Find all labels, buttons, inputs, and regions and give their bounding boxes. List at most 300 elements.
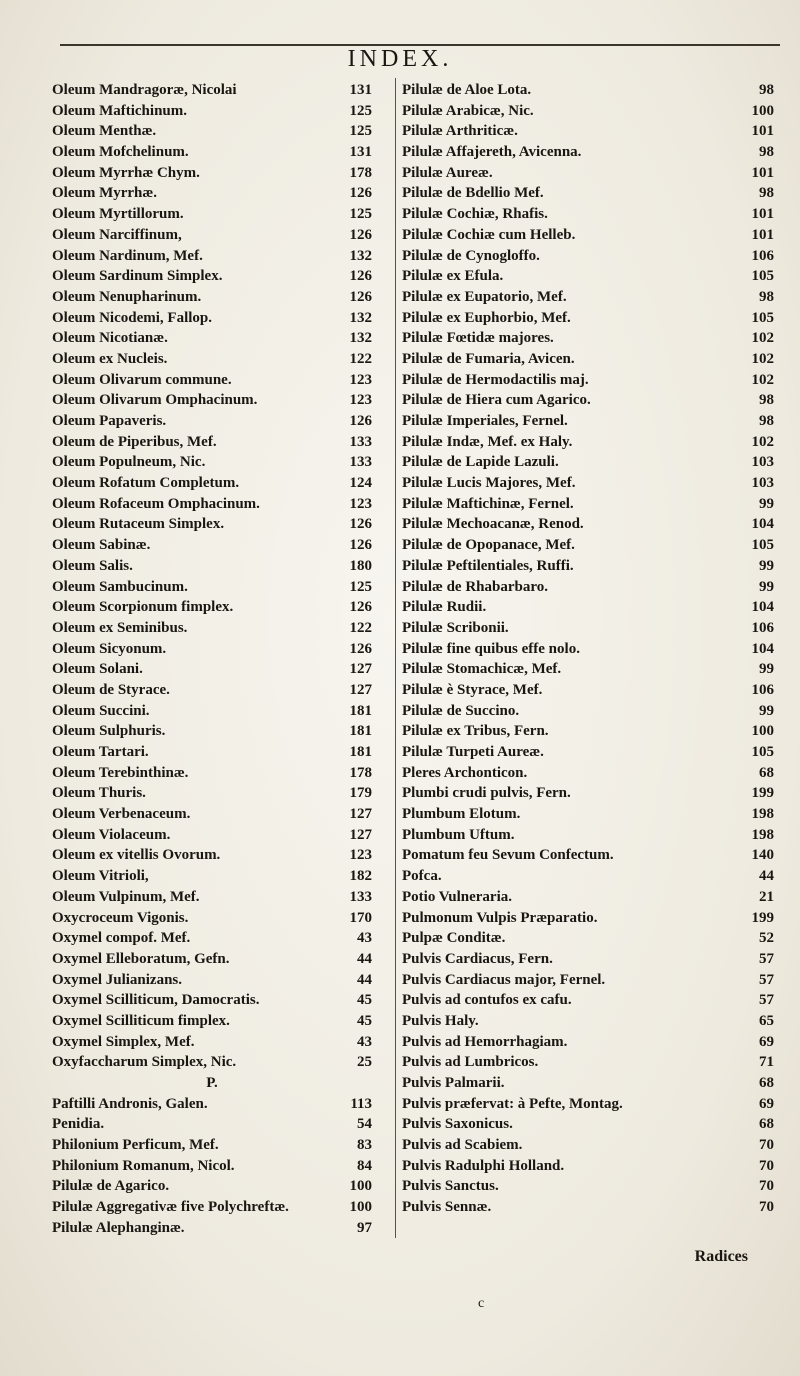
entry-name: Pilulæ ex Euphorbio, Mef. xyxy=(402,309,571,326)
entry-name: Penidia. xyxy=(52,1116,105,1133)
page-number: 127 xyxy=(349,826,372,843)
entry-name: Oleum Populneum, Nic. xyxy=(52,454,206,471)
page-number: 133 xyxy=(349,454,372,471)
index-entry xyxy=(52,659,372,680)
index-entry xyxy=(402,701,774,722)
index-entry xyxy=(402,432,774,453)
page-number: 84 xyxy=(357,1157,372,1174)
index-entry xyxy=(52,494,372,515)
entry-name: Oleum de Styrace. xyxy=(52,681,170,698)
index-entry xyxy=(402,680,774,701)
page-number: 178 xyxy=(349,764,372,781)
entry-name: Oxymel Julianizans. xyxy=(52,971,183,988)
page-number: 181 xyxy=(349,702,372,719)
page-number: 126 xyxy=(349,537,372,554)
page-number: 126 xyxy=(349,288,372,305)
page-number: 54 xyxy=(357,1116,372,1133)
index-entry xyxy=(402,990,774,1011)
index-entry xyxy=(52,887,372,908)
index-entry xyxy=(52,783,372,804)
page-number: 101 xyxy=(751,164,774,181)
page-number: 199 xyxy=(751,909,774,926)
page-number: 125 xyxy=(349,206,372,223)
page-number: 126 xyxy=(349,599,372,616)
index-entry xyxy=(402,825,774,846)
entry-name: Oxycroceum Vigonis. xyxy=(52,909,189,926)
index-entry xyxy=(52,949,372,970)
page-number: 57 xyxy=(759,950,774,967)
index-entry xyxy=(402,845,774,866)
entry-name: Oleum Menthæ. xyxy=(52,123,157,140)
entry-name: Pilulæ Maftichinæ, Fernel. xyxy=(402,495,574,512)
index-entry xyxy=(52,390,372,411)
page-number: 125 xyxy=(349,123,372,140)
entry-name: Pulvis præfervat: à Pefte, Montag. xyxy=(402,1095,623,1112)
signature-mark: c xyxy=(478,1296,485,1311)
index-entry xyxy=(52,639,372,660)
page-number: 133 xyxy=(349,888,372,905)
index-entry xyxy=(52,928,372,949)
page-number: 83 xyxy=(357,1137,372,1154)
index-entry xyxy=(52,432,372,453)
index-entry xyxy=(52,825,372,846)
index-entry xyxy=(402,866,774,887)
index-entry xyxy=(52,845,372,866)
index-entry xyxy=(402,804,774,825)
entry-name: Pilulæ Mechoacanæ, Renod. xyxy=(402,516,584,533)
index-entry xyxy=(402,411,774,432)
page-number: 104 xyxy=(751,516,774,533)
page-number: 100 xyxy=(751,102,774,119)
page-number: 126 xyxy=(349,268,372,285)
entry-name: Pilulæ Scribonii. xyxy=(402,619,509,636)
index-entry xyxy=(52,701,372,722)
index-entry xyxy=(402,514,774,535)
entry-name: Oxymel Scilliticum fimplex. xyxy=(52,1012,230,1029)
page-number: 68 xyxy=(759,1075,774,1091)
page-number: 21 xyxy=(759,888,774,905)
page-number: 113 xyxy=(350,1095,372,1112)
page-number: 102 xyxy=(751,371,774,388)
page-number: 43 xyxy=(357,930,372,947)
index-entry xyxy=(52,1114,372,1135)
page-number: 126 xyxy=(349,516,372,533)
entry-name: Pilulæ de Agarico. xyxy=(52,1178,170,1195)
entry-name: Pilulæ Fœtidæ majores. xyxy=(402,330,554,347)
entry-name: Oxymel Simplex, Mef. xyxy=(52,1033,195,1050)
page-number: 180 xyxy=(349,557,372,574)
page-number: 68 xyxy=(759,1116,774,1133)
page-number: 44 xyxy=(357,950,372,967)
entry-name: Oleum ex Seminibus. xyxy=(52,619,188,636)
entry-name: Philonium Perficum, Mef. xyxy=(52,1137,219,1154)
index-entry xyxy=(52,866,372,887)
page-number: 105 xyxy=(751,309,774,326)
index-entry xyxy=(52,1197,372,1218)
entry-name: Oleum ex vitellis Ovorum. xyxy=(52,847,221,864)
entry-name: Pulvis Haly. xyxy=(402,1012,479,1029)
entry-name: Pilulæ ex Eupatorio, Mef. xyxy=(402,288,567,305)
page-number: 69 xyxy=(759,1095,774,1112)
index-entry xyxy=(52,1052,372,1073)
page-number: 132 xyxy=(349,309,372,326)
page-number: 100 xyxy=(349,1199,372,1216)
index-entry xyxy=(402,887,774,908)
column-divider xyxy=(395,78,396,1238)
entry-name: Plumbum Elotum. xyxy=(402,806,521,823)
index-entry xyxy=(52,183,372,204)
page-number: 102 xyxy=(751,330,774,347)
entry-name: Potio Vulneraria. xyxy=(402,888,513,905)
entry-name: Oleum Myrtillorum. xyxy=(52,206,184,223)
index-entry xyxy=(402,142,774,163)
entry-name: Oleum Narciffinum, xyxy=(52,226,182,243)
index-entry xyxy=(402,101,774,122)
page-number: 105 xyxy=(751,744,774,760)
index-entry xyxy=(402,639,774,660)
page-number: 98 xyxy=(759,288,774,305)
page-number: 123 xyxy=(349,847,372,864)
index-entry xyxy=(52,721,372,742)
page-number: 98 xyxy=(759,82,774,98)
entry-name: Oleum Thuris. xyxy=(52,785,146,802)
index-entry xyxy=(52,266,372,287)
page-number: 99 xyxy=(759,495,774,512)
page-number: 104 xyxy=(751,599,774,616)
page-number: 198 xyxy=(751,826,774,843)
entry-name: Pilulæ Aureæ. xyxy=(402,164,493,181)
index-entry xyxy=(402,80,774,101)
page-number: 99 xyxy=(759,702,774,719)
entry-name: Oleum Myrrhæ Chym. xyxy=(52,164,200,181)
entry-name: Pilulæ de Opopanace, Mef. xyxy=(402,537,575,554)
index-entry xyxy=(402,556,774,577)
entry-name: Oleum Maftichinum. xyxy=(52,102,187,119)
entry-name: Pilulæ Arthriticæ. xyxy=(402,123,518,140)
page-number: 122 xyxy=(349,619,372,636)
entry-name: Pilulæ fine quibus effe nolo. xyxy=(402,640,580,657)
index-entry xyxy=(402,287,774,308)
index-entry xyxy=(402,1176,774,1197)
entry-name: Oleum Violaceum. xyxy=(52,826,171,843)
entry-name: Oleum Sabinæ. xyxy=(52,537,151,554)
entry-name: Oleum Scorpionum fimplex. xyxy=(52,599,234,616)
index-entry xyxy=(52,514,372,535)
entry-name: Oleum Succini. xyxy=(52,702,150,719)
page-number: 127 xyxy=(349,661,372,678)
entry-name: Pulpæ Conditæ. xyxy=(402,930,506,947)
entry-name: Oleum Nenupharinum. xyxy=(52,288,202,305)
page-number: 101 xyxy=(751,123,774,140)
index-entry xyxy=(52,204,372,225)
page-number: 70 xyxy=(759,1178,774,1195)
page-number: 132 xyxy=(349,247,372,264)
entry-name: Pleres Archonticon. xyxy=(402,764,528,781)
page-number: 105 xyxy=(751,537,774,554)
entry-name: Pilulæ de Lapide Lazuli. xyxy=(402,454,559,471)
entry-name: Oleum Nicodemi, Fallop. xyxy=(52,309,212,326)
entry-name: Oleum Papaveris. xyxy=(52,413,167,429)
page-number: 124 xyxy=(349,475,372,492)
entry-name: Paftilli Andronis, Galen. xyxy=(52,1095,208,1112)
index-entry xyxy=(402,1197,774,1218)
index-entry xyxy=(402,204,774,225)
index-entry xyxy=(402,970,774,991)
page-number: 45 xyxy=(357,992,372,1009)
index-entry xyxy=(52,556,372,577)
index-column-right xyxy=(402,80,774,1218)
page-number: 123 xyxy=(349,495,372,512)
index-entry xyxy=(52,452,372,473)
page-number: 179 xyxy=(349,785,372,802)
entry-name: Philonium Romanum, Nicol. xyxy=(52,1157,235,1174)
index-entry xyxy=(52,163,372,184)
index-entry xyxy=(52,370,372,391)
entry-name: Pilulæ Stomachicæ, Mef. xyxy=(402,661,562,678)
page-number: 123 xyxy=(349,392,372,409)
entry-name: Oleum Rofatum Completum. xyxy=(52,475,240,492)
index-entry xyxy=(52,1032,372,1053)
entry-name: Oleum ex Nucleis. xyxy=(52,350,168,367)
entry-name: Pomatum feu Sevum Confectum. xyxy=(402,847,614,864)
entry-name: Oxymel Elleboratum, Gefn. xyxy=(52,950,230,967)
page-number: 52 xyxy=(759,930,774,947)
entry-name: Pilulæ Aggregativæ five Polychreftæ. xyxy=(52,1199,289,1216)
entry-name: Pulvis Cardiacus major, Fernel. xyxy=(402,971,606,988)
entry-name: Pilulæ de Succino. xyxy=(402,702,520,719)
entry-name: Pulvis Saxonicus. xyxy=(402,1116,513,1133)
index-entry xyxy=(402,1135,774,1156)
page-number: 126 xyxy=(349,413,372,429)
page-number: 131 xyxy=(349,144,372,161)
page-number: 70 xyxy=(759,1199,774,1216)
page-number: 98 xyxy=(759,392,774,409)
entry-name: Pilulæ Arabicæ, Nic. xyxy=(402,102,534,119)
index-entry xyxy=(402,721,774,742)
entry-name: Pulvis Radulphi Holland. xyxy=(402,1157,565,1174)
entry-name: Pulvis Cardiacus, Fern. xyxy=(402,950,553,967)
entry-name: Pilulæ Alephanginæ. xyxy=(52,1219,185,1236)
index-entry xyxy=(402,577,774,598)
index-entry xyxy=(402,308,774,329)
entry-name: Pilulæ Cochiæ cum Helleb. xyxy=(402,226,576,243)
index-entry xyxy=(52,1218,372,1239)
entry-name: Plumbum Uftum. xyxy=(402,826,515,843)
index-entry xyxy=(402,163,774,184)
page-number: 126 xyxy=(349,185,372,202)
entry-name: Pilulæ Cochiæ, Rhafis. xyxy=(402,206,548,223)
entry-name: Oleum Mofchelinum. xyxy=(52,144,189,161)
entry-name: Pulvis Sennæ. xyxy=(402,1199,492,1216)
index-entry xyxy=(52,287,372,308)
page-number: 182 xyxy=(349,868,372,885)
page-number: 97 xyxy=(357,1219,372,1236)
page-number: 106 xyxy=(751,247,774,264)
page-number: 70 xyxy=(759,1157,774,1174)
index-entry xyxy=(402,1011,774,1032)
entry-name: Oleum Vitrioli, xyxy=(52,868,149,885)
index-entry xyxy=(52,101,372,122)
index-entry xyxy=(402,763,774,784)
index-entry xyxy=(52,411,372,432)
entry-name: Pilulæ Turpeti Aureæ. xyxy=(402,744,544,760)
page-number: 98 xyxy=(759,185,774,202)
entry-name: Pofca. xyxy=(402,868,442,885)
entry-name: Pilulæ de Aloe Lota. xyxy=(402,82,532,98)
index-entry xyxy=(52,1156,372,1177)
page-number: 178 xyxy=(349,164,372,181)
page-number: 181 xyxy=(349,744,372,760)
entry-name: Oxymel compof. Mef. xyxy=(52,930,191,947)
entry-name: Pilulæ de Cynogloffo. xyxy=(402,247,540,264)
page-number: 199 xyxy=(751,785,774,802)
entry-name: Oxyfaccharum Simplex, Nic. xyxy=(52,1054,237,1071)
page-number: 43 xyxy=(357,1033,372,1050)
entry-name: Pulvis ad Lumbricos. xyxy=(402,1054,539,1071)
catchword: Radices xyxy=(694,1248,748,1265)
page-number: 132 xyxy=(349,330,372,347)
page-number: 102 xyxy=(751,350,774,367)
entry-name: Oleum Olivarum Omphacinum. xyxy=(52,392,258,409)
page-number: 57 xyxy=(759,971,774,988)
index-entry xyxy=(402,1114,774,1135)
index-entry xyxy=(52,1011,372,1032)
index-entry xyxy=(402,328,774,349)
entry-name: Oleum Olivarum commune. xyxy=(52,371,232,388)
index-entry xyxy=(402,452,774,473)
page-number: 127 xyxy=(349,806,372,823)
page-number: 140 xyxy=(751,847,774,864)
page-number: 99 xyxy=(759,661,774,678)
index-entry xyxy=(402,1156,774,1177)
index-entry xyxy=(402,121,774,142)
index-entry xyxy=(52,535,372,556)
index-entry xyxy=(52,1094,372,1115)
page-number: 44 xyxy=(759,868,774,885)
page-number: 104 xyxy=(751,640,774,657)
page-number: 102 xyxy=(751,433,774,450)
entry-name: Pilulæ de Rhabarbaro. xyxy=(402,578,548,595)
page-number: 125 xyxy=(349,578,372,595)
running-head: INDEX. xyxy=(347,46,453,72)
page-number: 125 xyxy=(349,102,372,119)
page-number: 68 xyxy=(759,764,774,781)
index-entry xyxy=(402,659,774,680)
index-entry xyxy=(52,908,372,929)
page-number: 198 xyxy=(751,806,774,823)
index-entry xyxy=(402,1094,774,1115)
page-number: 170 xyxy=(349,909,372,926)
index-entry xyxy=(52,804,372,825)
index-entry xyxy=(52,349,372,370)
index-entry xyxy=(52,970,372,991)
index-entry xyxy=(402,225,774,246)
page-number: 45 xyxy=(357,1012,372,1029)
index-column-left xyxy=(52,80,372,1239)
index-entry xyxy=(402,949,774,970)
entry-name: Oleum Terebinthinæ. xyxy=(52,764,189,781)
entry-name: Pilulæ Rudii. xyxy=(402,599,487,616)
index-entry xyxy=(52,142,372,163)
entry-name: Pilulæ de Bdellio Mef. xyxy=(402,185,544,202)
entry-name: Oleum Nicotianæ. xyxy=(52,330,168,347)
page-number: 69 xyxy=(759,1033,774,1050)
entry-name: Oleum Mandragoræ, Nicolai xyxy=(52,82,237,98)
entry-name: Pilulæ Indæ, Mef. ex Haly. xyxy=(402,433,573,450)
entry-name: Oleum Rofaceum Omphacinum. xyxy=(52,495,260,512)
page-number: 100 xyxy=(751,723,774,740)
entry-name: Oleum Myrrhæ. xyxy=(52,185,157,202)
page-number: 100 xyxy=(349,1178,372,1195)
index-entry xyxy=(402,246,774,267)
index-entry xyxy=(52,473,372,494)
entry-name: Oleum Salis. xyxy=(52,557,133,574)
index-entry xyxy=(52,308,372,329)
index-entry xyxy=(402,1032,774,1053)
index-entry xyxy=(402,494,774,515)
index-entry xyxy=(402,1073,774,1094)
page-number: 25 xyxy=(357,1054,372,1071)
index-entry xyxy=(402,928,774,949)
page-number: 123 xyxy=(349,371,372,388)
entry-name: Oleum Vulpinum, Mef. xyxy=(52,888,200,905)
entry-name: Oleum Rutaceum Simplex. xyxy=(52,516,225,533)
entry-name: Pulvis ad Scabiem. xyxy=(402,1137,523,1154)
page-number: 126 xyxy=(349,640,372,657)
entry-name: Pilulæ de Hermodactilis maj. xyxy=(402,371,589,388)
entry-name: Oleum Verbenaceum. xyxy=(52,806,191,823)
index-entry xyxy=(402,349,774,370)
page-number: 70 xyxy=(759,1137,774,1154)
index-entry xyxy=(402,266,774,287)
index-entry xyxy=(402,370,774,391)
entry-name: Oxymel Scilliticum, Damocratis. xyxy=(52,992,260,1009)
entry-name: Pilulæ de Hiera cum Agarico. xyxy=(402,392,591,409)
page-number: 103 xyxy=(751,454,774,471)
index-entry xyxy=(52,597,372,618)
index-entry xyxy=(52,618,372,639)
entry-name: Pulvis Palmarii. xyxy=(402,1075,505,1091)
entry-name: Pilulæ Affajereth, Avicenna. xyxy=(402,144,582,161)
index-entry xyxy=(402,473,774,494)
entry-name: Pulvis ad contufos ex cafu. xyxy=(402,992,572,1009)
index-entry xyxy=(402,908,774,929)
page-number: 101 xyxy=(751,206,774,223)
page-number: 101 xyxy=(751,226,774,243)
entry-name: Pulvis Sanctus. xyxy=(402,1178,499,1195)
page-number: 127 xyxy=(349,681,372,698)
entry-name: Oleum Tartari. xyxy=(52,744,149,760)
page-number: 65 xyxy=(759,1012,774,1029)
page-number: 71 xyxy=(759,1054,774,1071)
page-number: 106 xyxy=(751,681,774,698)
index-entry xyxy=(52,225,372,246)
page-number: 106 xyxy=(751,619,774,636)
entry-name: Pilulæ ex Tribus, Fern. xyxy=(402,723,549,740)
page-number: 44 xyxy=(357,971,372,988)
page-number: 126 xyxy=(349,226,372,243)
entry-name: Pulmonum Vulpis Præparatio. xyxy=(402,909,598,926)
index-entry xyxy=(52,1135,372,1156)
index-entry xyxy=(52,328,372,349)
index-entry xyxy=(52,1176,372,1197)
index-entry xyxy=(52,121,372,142)
entry-name: Pilulæ de Fumaria, Avicen. xyxy=(402,350,575,367)
index-entry xyxy=(402,783,774,804)
entry-name: Oleum Solani. xyxy=(52,661,143,678)
page-number: 181 xyxy=(349,723,372,740)
index-entry xyxy=(52,990,372,1011)
